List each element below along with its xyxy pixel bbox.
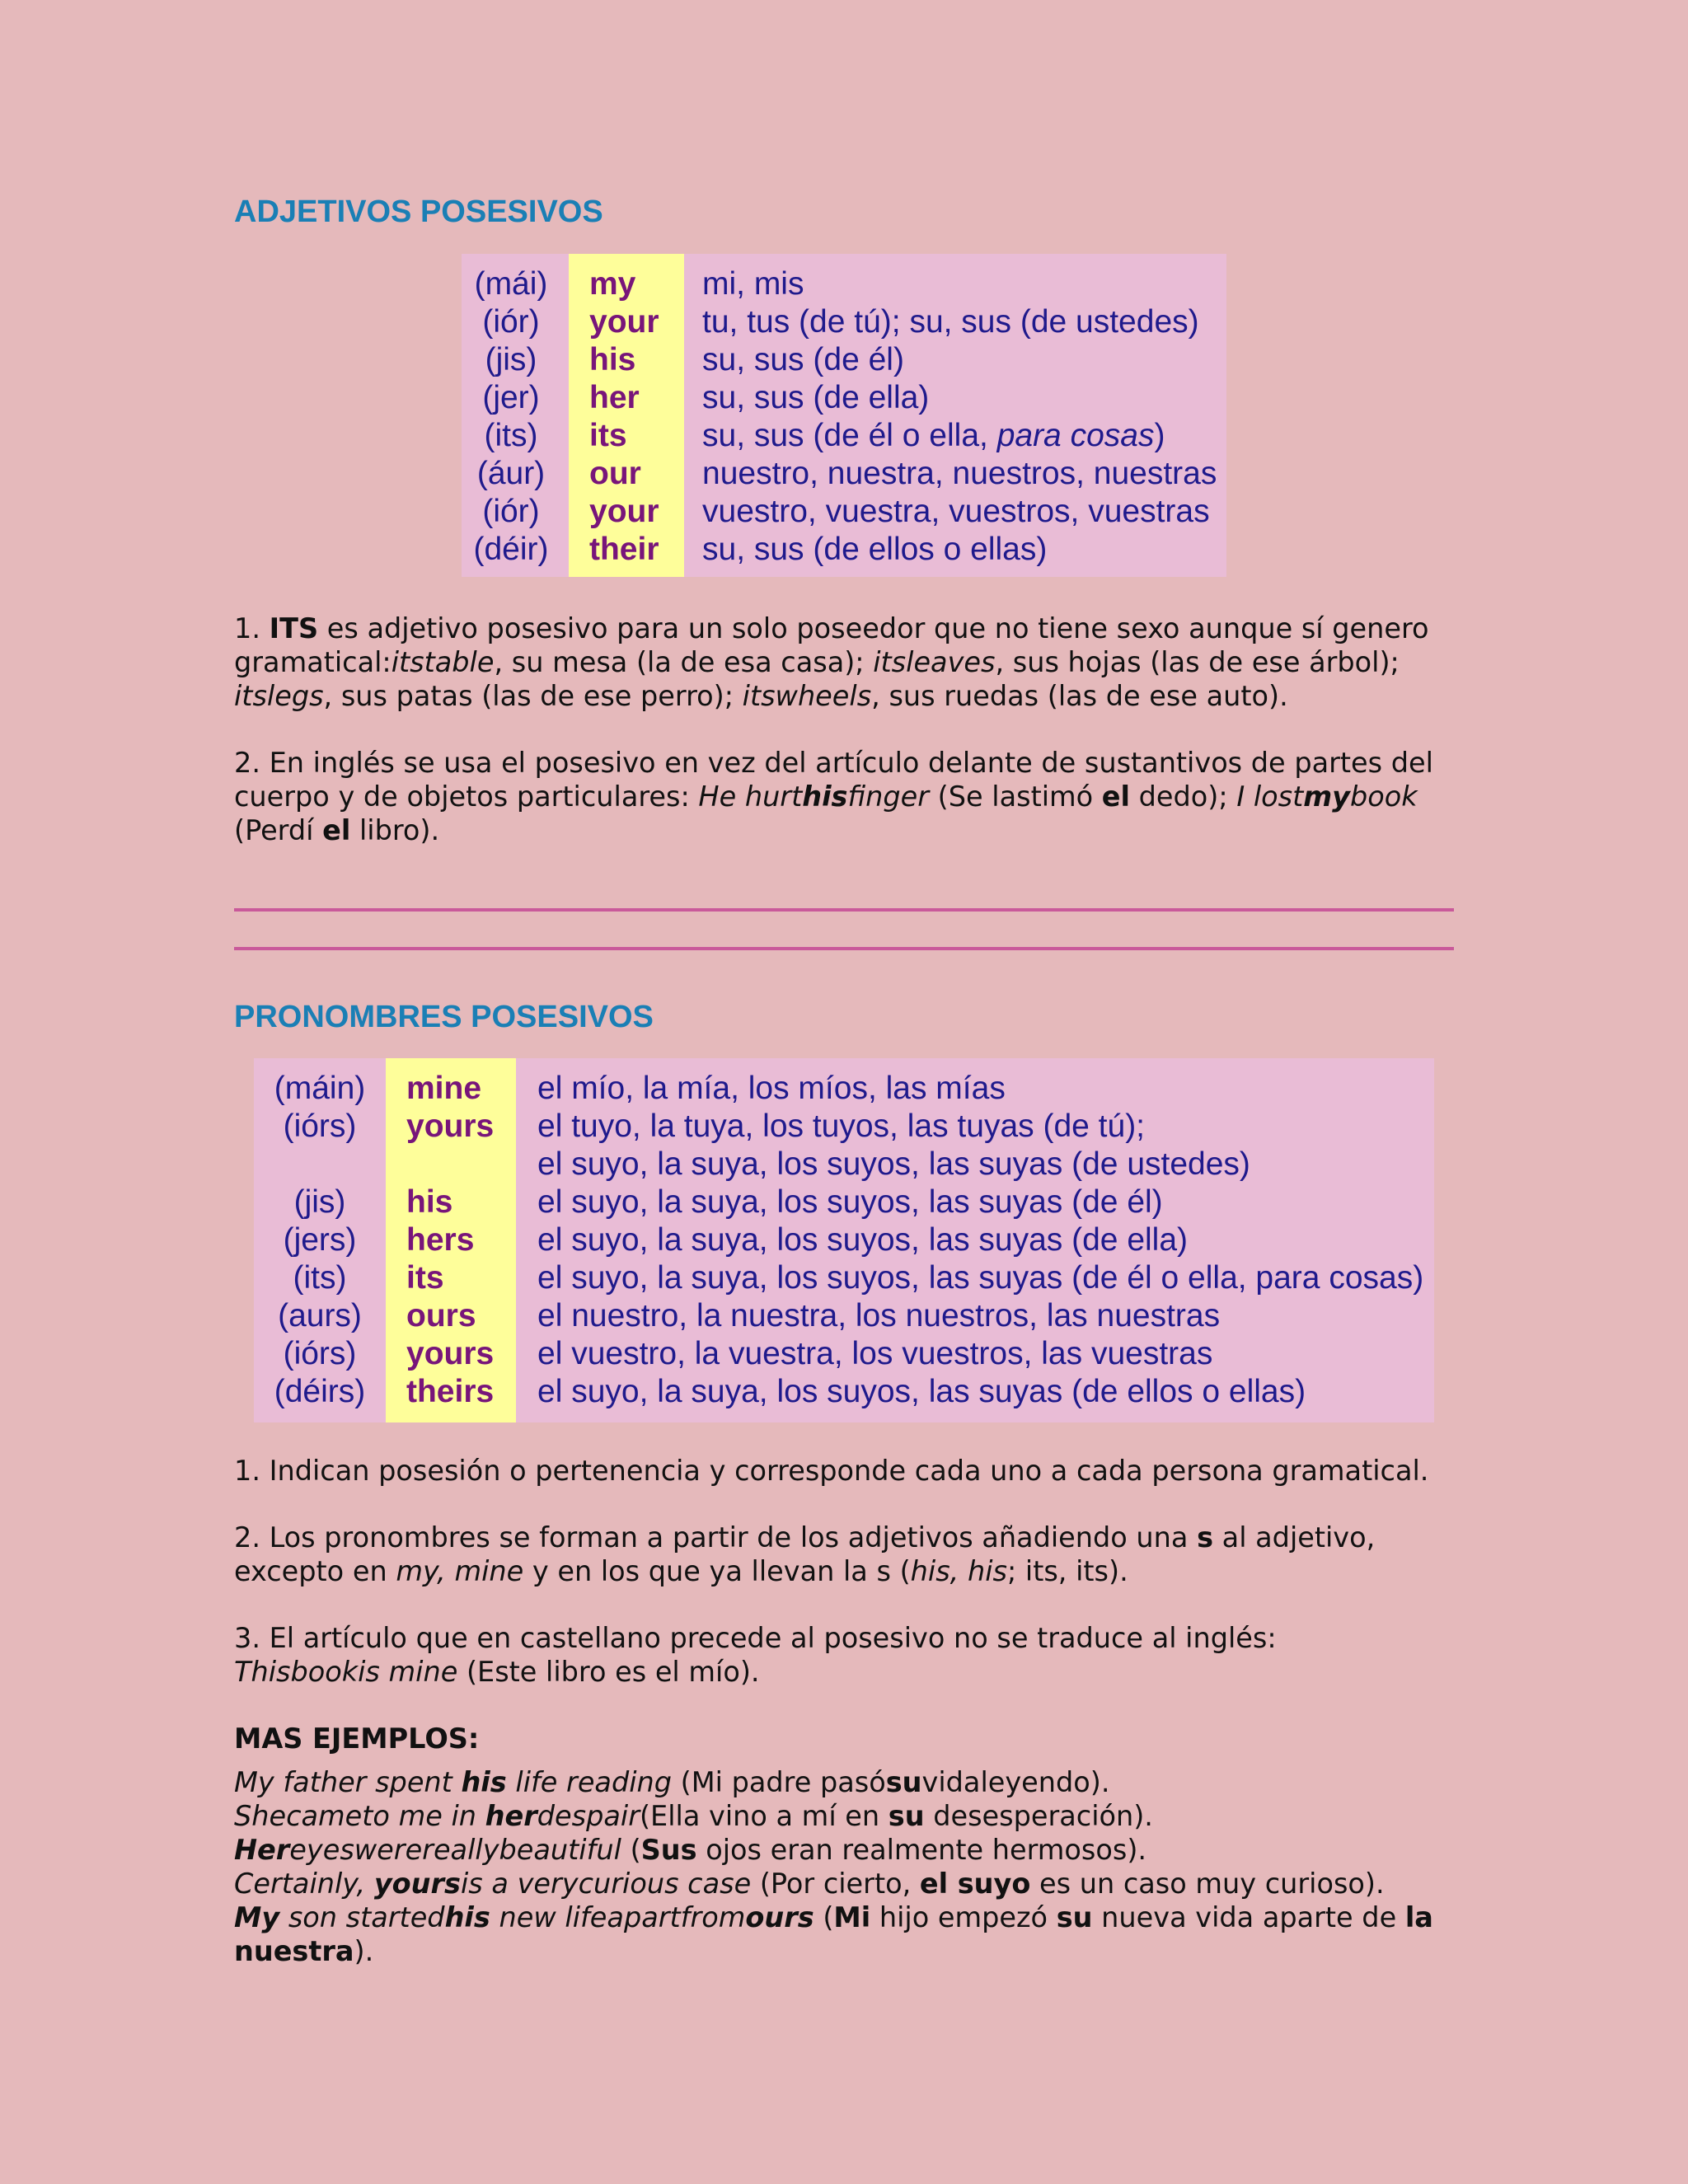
pronunciation: (its) (293, 1260, 347, 1296)
table-row (462, 531, 1226, 569)
english-word: her (589, 380, 640, 415)
english-word: your (589, 494, 659, 529)
pronunciation: (máin) (274, 1071, 366, 1106)
pronunciation: (iór) (482, 494, 540, 529)
spanish-translation: el suyo, la suya, los suyos, las suyas (de ustedes) (537, 1146, 1250, 1182)
pronunciation: (iór) (482, 304, 540, 340)
english-word: our (589, 456, 641, 491)
pronombres-note-2: 2. Los pronombres se forman a partir de los adjetivos añadiendo una s al adjetivo, excepto en my, mine y en los que ya llevan la s (his, his; its, its). (234, 1521, 1376, 1587)
spanish-translation: nuestro, nuestra, nuestros, nuestras (702, 456, 1217, 491)
english-word: its (406, 1260, 444, 1296)
table-row (462, 265, 1226, 303)
divider-line (234, 908, 1454, 912)
pronunciation: (iórs) (283, 1108, 357, 1144)
example-sentence: Shecameto me in herdespair(Ella vino a mí en su desesperación). (234, 1800, 1153, 1832)
english-word: hers (406, 1222, 475, 1258)
spanish-translation: mi, mis (702, 266, 804, 302)
adjetivos-note-2: 2. En inglés se usa el posesivo en vez del artículo delante de sustantivos de partes del cuerpo y de objetos particulares: He hurthisfinger (Se lastimó el dedo); I lostmybook (Perdí el libro). (234, 747, 1433, 846)
spanish-translation: el vuestro, la vuestra, los vuestros, las vuestras (537, 1336, 1213, 1371)
adjetivos-note-1: 1. ITS es adjetivo posesivo para un solo poseedor que no tiene sexo aunque sí genero gramatical:itstable, su mesa (la de esa casa); itsleaves, sus hojas (las de ese árbol); itslegs, sus patas (las de ese perro); itswheels, sus ruedas (las de ese auto). (234, 612, 1429, 712)
pronunciation: (jis) (293, 1184, 346, 1220)
english-word: ours (406, 1298, 476, 1333)
english-word: his (589, 342, 636, 377)
pronunciation: (jis) (485, 342, 537, 377)
table-row (254, 1373, 1434, 1411)
example-sentence: My son startedhis new lifeapartfromours (Mi hijo empezó su nueva vida aparte de la nuestra). (234, 1901, 1433, 1967)
spanish-translation: su, sus (de ella) (702, 380, 930, 415)
english-word: mine (406, 1071, 482, 1106)
spanish-translation: su, sus (de ellos o ellas) (702, 532, 1048, 567)
spanish-translation: el tuyo, la tuya, los tuyos, las tuyas (de tú); (537, 1108, 1146, 1144)
pronunciation: (jers) (283, 1222, 357, 1258)
pronunciation: (aurs) (278, 1298, 362, 1333)
pronombres-table (254, 1058, 1434, 1422)
english-word: his (406, 1184, 453, 1220)
table-row (254, 1259, 1434, 1297)
spanish-translation: el nuestro, la nuestra, los nuestros, las nuestras (537, 1298, 1221, 1333)
examples-title: MAS EJEMPLOS: (234, 1722, 480, 1755)
english-word: theirs (406, 1374, 495, 1409)
table-row (254, 1335, 1434, 1373)
spanish-translation: tu, tus (de tú); su, sus (de ustedes) (702, 304, 1199, 340)
pronunciation: (déirs) (274, 1374, 366, 1409)
spanish-translation: el mío, la mía, los míos, las mías (537, 1071, 1006, 1106)
table-row (462, 455, 1226, 493)
pronunciation: (mái) (474, 266, 548, 302)
spanish-translation: el suyo, la suya, los suyos, las suyas (de ellos o ellas) (537, 1374, 1306, 1409)
table-row (462, 303, 1226, 341)
table-row (254, 1108, 1434, 1146)
english-word: my (589, 266, 636, 302)
spanish-translation: el suyo, la suya, los suyos, las suyas (de él o ella, para cosas) (537, 1260, 1424, 1296)
divider-line (234, 947, 1454, 950)
english-word: yours (406, 1108, 495, 1144)
table-row (462, 417, 1226, 455)
spanish-translation: su, sus (de él o ella, para cosas) (702, 418, 1165, 453)
english-word: yours (406, 1336, 495, 1371)
table-row (462, 379, 1226, 417)
pronunciation: (jer) (482, 380, 540, 415)
spanish-translation: el suyo, la suya, los suyos, las suyas (de él) (537, 1184, 1163, 1220)
pronombres-note-3: 3. El artículo que en castellano precede al posesivo no se traduce al inglés: Thisbookis mine (Este libro es el mío). (234, 1622, 1277, 1688)
pronunciation: (iórs) (283, 1336, 357, 1371)
pronombres-note-1: 1. Indican posesión o pertenencia y corresponde cada uno a cada persona gramatical. (234, 1455, 1429, 1487)
table-row (462, 493, 1226, 531)
table-row (462, 341, 1226, 379)
adjetivos-table (462, 254, 1226, 577)
pronunciation: (its) (484, 418, 538, 453)
spanish-translation: su, sus (de él) (702, 342, 904, 377)
example-sentence: Certainly, yoursis a verycurious case (Por cierto, el suyo es un caso muy curioso). (234, 1868, 1385, 1900)
pronunciation: (déir) (473, 532, 549, 567)
pronunciation: (áur) (476, 456, 546, 491)
table-row (254, 1297, 1434, 1335)
section-title-adjetivos: ADJETIVOS POSESIVOS (234, 194, 603, 229)
english-word: your (589, 304, 659, 340)
section-title-pronombres: PRONOMBRES POSESIVOS (234, 1000, 654, 1034)
spanish-translation: vuestro, vuestra, vuestros, vuestras (702, 494, 1210, 529)
table-row (254, 1221, 1434, 1259)
example-sentence: My father spent his life reading (Mi padre pasósuvidaleyendo). (234, 1766, 1110, 1798)
english-word: their (589, 532, 659, 567)
table-row (254, 1070, 1434, 1108)
table-row (254, 1183, 1434, 1221)
example-sentence: Hereyeswerereallybeautiful (Sus ojos eran realmente hermosos). (234, 1834, 1147, 1866)
english-word: its (589, 418, 627, 453)
table-row (254, 1146, 1434, 1183)
spanish-translation: el suyo, la suya, los suyos, las suyas (de ella) (537, 1222, 1189, 1258)
